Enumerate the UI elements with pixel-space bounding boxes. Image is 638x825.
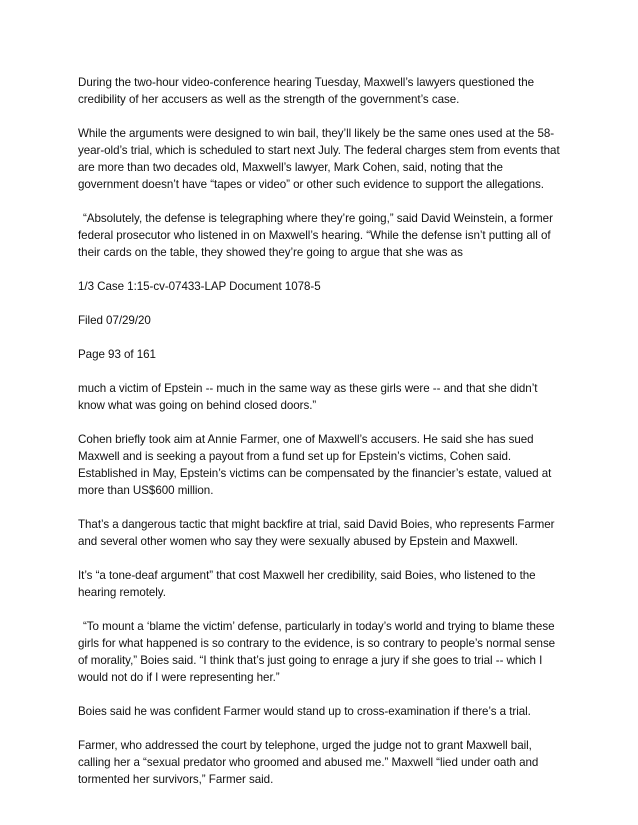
paragraph-farmer-statement: Farmer, who addressed the court by telephone, urged the judge not to grant Maxwell bail, calling her a “sexual predator who groomed and abused me.” Maxwell “lied under oath and tormented her survivors,” Farmer said. (78, 739, 539, 786)
paragraph-bail-arguments: While the arguments were designed to win bail, they’ll likely be the same ones used at the 58-year-old’s trial, which is scheduled to start next July. The federal charges stem from events that are more than two decades old, Maxwell’s lawyer, Mark Cohen, said, noting that the government doesn’t have “tapes or video” or other such evidence to support the allegations. (78, 127, 560, 191)
paragraph-hearing-intro: During the two-hour video-conference hearing Tuesday, Maxwell’s lawyers questioned the credibility of her accusers as well as the strength of the government’s case. (78, 76, 535, 106)
page-number-line: Page 93 of 161 (78, 348, 156, 361)
paragraph-weinstein-quote: “Absolutely, the defense is telegraphing where they’re going,” said David Weinstein, a former federal prosecutor who listened in on Maxwell’s hearing. “While the defense isn’t putting all of their cards on the table, they showed they’re going to argue that she was as (78, 212, 553, 259)
paragraph-cross-examination: Boies said he was confident Farmer would stand up to cross-examination if there’s a trial. (78, 705, 531, 718)
paragraph-cohen-farmer: Cohen briefly took aim at Annie Farmer, one of Maxwell’s accusers. He said she has sued Maxwell and is seeking a payout from a fund set up for Epstein’s victims, Cohen said. Established in May, Epstein’s victims can be compensated by the financier’s estate, valued at more than US$600 million. (78, 433, 552, 497)
case-header-line: 1/3 Case 1:15-cv-07433-LAP Document 1078-5 (78, 280, 321, 293)
paragraph-victim-continuation: much a victim of Epstein -- much in the same way as these girls were -- and that she didn’t know what was going on behind closed doors.” (78, 382, 538, 412)
filed-date-line: Filed 07/29/20 (78, 314, 151, 327)
paragraph-tone-deaf: It’s “a tone-deaf argument” that cost Maxwell her credibility, said Boies, who listened to the hearing remotely. (78, 569, 536, 599)
paragraph-boies-quote: “To mount a ‘blame the victim’ defense, particularly in today’s world and trying to blame these girls for what happened is so contrary to the evidence, is so contrary to people’s normal sense of morality,” Boies said. “I think that’s just going to enrage a jury if she goes to trial -- which I would not do if I were representing her.” (78, 620, 556, 684)
document-body (78, 74, 562, 805)
paragraph-boies-tactic: That’s a dangerous tactic that might backfire at trial, said David Boies, who represents Farmer and several other women who say they were sexually abused by Epstein and Maxwell. (78, 518, 555, 548)
